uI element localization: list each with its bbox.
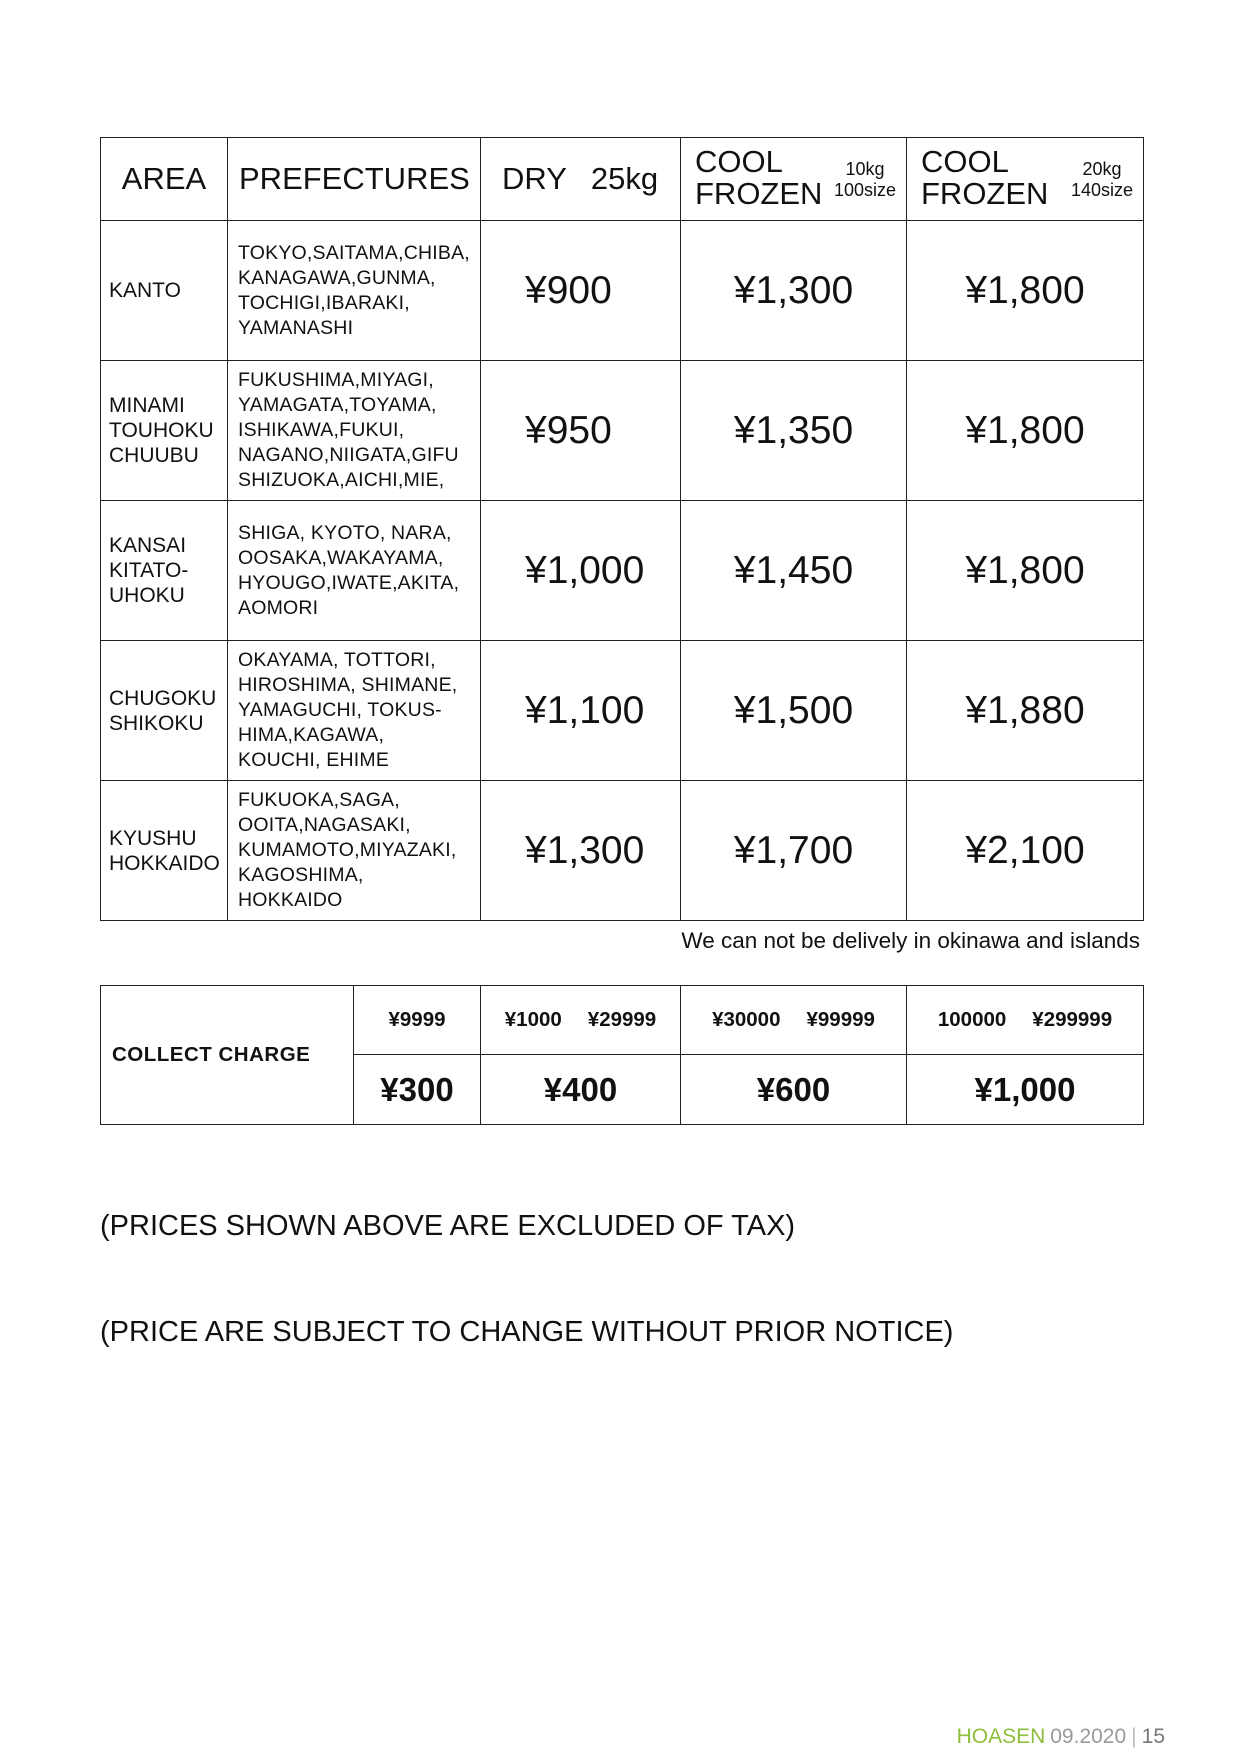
area-line: HOKKAIDO [109,851,220,875]
header-cool-20kg [907,138,1144,221]
area-line: CHUUBU [109,444,199,467]
area-line: KITATO- [109,559,189,582]
prefecture-line: NAGANO,NIIGATA,GIFU [238,444,459,466]
prefecture-line: TOCHIGI,IBARAKI, [238,291,410,314]
header-cool-10kg-line1: COOL [695,144,783,179]
price-cool-10kg: ¥1,500 [681,641,907,781]
rate-row-kanto [101,221,1144,361]
area-line: KANSAI [109,534,187,557]
prefecture-line: FUKUSHIMA,MIYAGI, [238,369,434,391]
prefecture-line: FUKUOKA,SAGA, [238,789,400,811]
prefecture-line: SHIZUOKA,AICHI,MIE, [238,469,445,491]
prefecture-line: KAGOSHIMA, [238,864,364,886]
price-cool-20kg: ¥1,880 [907,641,1144,781]
shipping-rates-table [100,137,1144,921]
header-cool-10kg-line2: FROZEN [695,176,823,211]
price-cool-20kg: ¥2,100 [907,781,1144,921]
delivery-exclusion-note: We can not be delively in okinawa and islands [681,928,1140,953]
collect-charge-table [100,985,1144,1125]
prefecture-line: KUMAMOTO,MIYAZAKI, [238,839,457,861]
prefecture-line: SHIGA, KYOTO, NARA, [238,521,452,544]
prefecture-line: OOITA,NAGASAKI, [238,814,411,836]
range-from: ¥1000 [504,1008,562,1031]
header-cool-20kg-line2: FROZEN [921,176,1049,211]
header-area: AREA [101,138,228,221]
collect-amount: ¥600 [681,1055,907,1125]
price-cool-10kg: ¥1,300 [681,221,907,361]
prefectures-cell [228,641,481,781]
prefectures-cell [228,781,481,921]
rate-row-minami-touhoku-chuubu [101,361,1144,501]
header-cool-10kg-size: 100size [833,180,896,200]
prefectures-cell [228,501,481,641]
area-cell [101,221,228,361]
price-cool-20kg: ¥1,800 [907,501,1144,641]
prefecture-line: KANAGAWA,GUNMA, [238,266,436,289]
range-to: ¥99999 [806,1008,875,1031]
price-dry: ¥950 [481,361,681,501]
header-cool-10kg-weight: 10kg [845,159,885,179]
price-dry: ¥900 [481,221,681,361]
price-dry: ¥1,300 [481,781,681,921]
prefecture-line: OOSAKA,WAKAYAMA, [238,546,444,569]
area-line: CHUGOKU [109,686,217,710]
prefecture-line: TOKYO,SAITAMA,CHIBA, [238,241,470,264]
area-line: MINAMI [109,394,185,417]
header-dry [481,138,681,221]
range-from: 100000 [937,1008,1007,1031]
range-from: ¥30000 [712,1008,781,1031]
price-cool-10kg: ¥1,350 [681,361,907,501]
header-dry-weight: 25kg [590,161,659,196]
range-to: ¥29999 [587,1008,657,1031]
prefecture-line: OKAYAMA, TOTTORI, [238,649,436,671]
prefecture-line: HIMA,KAGAWA, [238,724,385,746]
price-dry: ¥1,100 [481,641,681,781]
footer-date: 09.2020 [1050,1725,1127,1748]
rate-row-kyushu-hokkaido [101,781,1144,921]
header-cool-20kg-size: 140size [1070,180,1133,200]
header-cool-10kg [681,138,907,221]
brand-name: HOASEN [956,1725,1046,1748]
prefecture-line: KOUCHI, EHIME [238,749,390,771]
collect-charge-label: COLLECT CHARGE [101,986,354,1125]
area-line: TOUHOKU [109,419,214,442]
price-change-note: (PRICE ARE SUBJECT TO CHANGE WITHOUT PRIOR NOTICE) [100,1316,954,1348]
prefecture-line: HYOUGO,IWATE,AKITA, [238,571,460,594]
tax-note: (PRICES SHOWN ABOVE ARE EXCLUDED OF TAX) [100,1210,796,1242]
collect-range-row [101,986,1144,1055]
area-line: KYUSHU [109,826,197,850]
prefecture-line: AOMORI [238,596,319,619]
prefecture-line: ISHIKAWA,FUKUI, [238,419,405,441]
collect-range [681,986,907,1055]
collect-range [354,986,481,1055]
area-cell [101,781,228,921]
page-number: 15 [1141,1725,1165,1748]
page-footer [957,1725,1165,1749]
prefecture-line: YAMAGATA,TOYAMA, [238,394,437,416]
header-cool-20kg-line1: COOL [921,144,1009,179]
collect-range [907,986,1144,1055]
header-prefectures: PREFECTURES [228,138,481,221]
collect-amount: ¥1,000 [907,1055,1144,1125]
collect-amount: ¥400 [481,1055,681,1125]
collect-range [481,986,681,1055]
rate-row-chugoku-shikoku [101,641,1144,781]
header-dry-label: DRY [502,161,567,196]
price-cool-10kg: ¥1,450 [681,501,907,641]
area-line: SHIKOKU [109,711,204,735]
area-line: KANTO [109,279,181,302]
range-to: ¥9999 [388,1008,446,1031]
area-cell [101,501,228,641]
prefectures-cell [228,221,481,361]
price-cool-20kg: ¥1,800 [907,221,1144,361]
footer-separator: | [1131,1725,1137,1748]
price-dry: ¥1,000 [481,501,681,641]
collect-amount: ¥300 [354,1055,481,1125]
price-cool-20kg: ¥1,800 [907,361,1144,501]
header-cool-20kg-weight: 20kg [1082,159,1122,179]
prefectures-cell [228,361,481,501]
rate-row-kansai-kitatouhoku [101,501,1144,641]
prefecture-line: HOKKAIDO [238,889,343,911]
range-to: ¥299999 [1032,1008,1113,1031]
prefecture-line: YAMANASHI [238,316,354,339]
area-line: UHOKU [109,584,185,607]
area-cell [101,641,228,781]
area-cell [101,361,228,501]
prefecture-line: YAMAGUCHI, TOKUS- [238,699,442,721]
prefecture-line: HIROSHIMA, SHIMANE, [238,674,458,696]
rates-header-row [101,138,1144,221]
price-cool-10kg: ¥1,700 [681,781,907,921]
